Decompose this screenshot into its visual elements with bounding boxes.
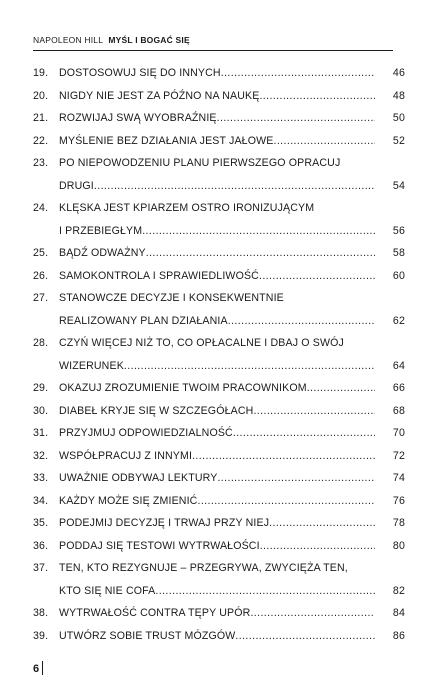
toc-entry-title: CZYŃ WIĘCEJ NIŻ TO, CO OPŁACALNE I DBAJ O SWÓJ [59, 337, 344, 349]
toc-entry-page: 74 [392, 472, 405, 484]
toc-dot-leader [155, 580, 375, 603]
toc-entry [33, 130, 405, 153]
running-header [33, 35, 393, 51]
toc-entry [33, 557, 405, 602]
toc-entry-line [33, 242, 405, 265]
toc-entry [33, 625, 405, 648]
toc-entry-page: 52 [392, 134, 405, 147]
toc-entry-page: 66 [392, 382, 405, 394]
toc-entry-page: 54 [392, 179, 405, 192]
toc-entry-line [33, 535, 405, 558]
toc-entry-title: MYŚLENIE BEZ DZIAŁANIA JEST JAŁOWE [59, 134, 274, 147]
toc-entry-page: 58 [392, 247, 405, 259]
table-of-contents [33, 62, 405, 647]
toc-entry-line [33, 310, 405, 333]
toc-entry-number: 28. [33, 337, 49, 349]
toc-entry-line [33, 400, 405, 423]
toc-dot-leader [124, 355, 375, 378]
toc-entry [33, 197, 405, 242]
toc-dot-leader [217, 467, 375, 490]
toc-entry-line [33, 602, 405, 625]
toc-entry-page: 50 [392, 112, 405, 124]
toc-dot-leader [250, 602, 375, 625]
toc-entry-title: STANOWCZE DECYZJE I KONSEKWENTNIE [59, 292, 284, 304]
toc-dot-leader [146, 242, 375, 265]
toc-entry-page: 64 [392, 359, 405, 372]
page-number: 6 [33, 663, 40, 675]
toc-entry [33, 332, 405, 377]
toc-entry [33, 422, 405, 445]
toc-entry-line [33, 490, 405, 513]
toc-entry-title: WIZERUNEK [59, 359, 124, 372]
toc-entry-title: OKAZUJ ZROZUMIENIE TWOIM PRACOWNIKOM [59, 382, 307, 394]
toc-entry-number: 23. [33, 157, 49, 169]
toc-entry-title: KLĘSKA JEST KPIARZEM OSTRO IRONIZUJĄCYM [59, 202, 315, 214]
toc-entry-title: PODDAJ SIĘ TESTOWI WYTRWAŁOŚCI [59, 539, 260, 552]
toc-entry-line [33, 557, 405, 580]
toc-entry-number: 30. [33, 404, 49, 417]
toc-dot-leader [192, 445, 375, 468]
toc-entry-title: WSPÓŁPRACUJ Z INNYMI [59, 449, 193, 462]
toc-dot-leader [235, 625, 375, 648]
page-number-rule [42, 661, 43, 675]
toc-entry-title: UTWÓRZ SOBIE TRUST MÓZGÓW [59, 629, 236, 642]
toc-entry-line [33, 107, 405, 130]
toc-entry-title: I PRZEBIEGŁYM [59, 224, 143, 237]
toc-entry-page: 82 [392, 584, 405, 597]
toc-entry-page: 86 [392, 629, 405, 642]
toc-entry-number: 29. [33, 382, 49, 394]
toc-entry-title: REALIZOWANY PLAN DZIAŁANIA [59, 314, 228, 327]
toc-dot-leader [94, 175, 375, 198]
toc-entry-title: SAMOKONTROLA I SPRAWIEDLIWOŚĆ [59, 269, 259, 282]
toc-entry-number: 39. [33, 629, 49, 642]
toc-entry-title: ROZWIJAJ SWĄ WYOBRAŹNIĘ [59, 112, 217, 124]
toc-entry-title: DRUGI [59, 179, 94, 192]
toc-entry-number: 33. [33, 472, 49, 484]
toc-entry-title: BĄDŹ ODWAŻNY [59, 247, 146, 259]
toc-entry-title: DOSTOSOWUJ SIĘ DO INNYCH [59, 67, 221, 79]
toc-dot-leader [253, 400, 375, 423]
toc-entry-line [33, 152, 405, 175]
toc-entry-page: 60 [392, 269, 405, 282]
toc-entry [33, 512, 405, 535]
toc-entry-number: 34. [33, 494, 49, 507]
toc-entry-line [33, 377, 405, 400]
toc-entry-title: DIABEŁ KRYJE SIĘ W SZCZEGÓŁACH [59, 404, 254, 417]
toc-dot-leader [221, 62, 375, 85]
toc-entry-title: PODEJMIJ DECYZJĘ I TRWAJ PRZY NIEJ [59, 517, 270, 529]
toc-entry-line [33, 355, 405, 378]
toc-dot-leader [259, 85, 375, 108]
toc-entry-line [33, 197, 405, 220]
toc-dot-leader [197, 490, 375, 513]
toc-entry [33, 287, 405, 332]
toc-dot-leader [228, 310, 375, 333]
toc-entry-number: 24. [33, 202, 49, 214]
toc-entry-line [33, 62, 405, 85]
toc-entry-title: UWAŻNIE ODBYWAJ LEKTURY [59, 472, 218, 484]
toc-entry-page: 70 [392, 427, 405, 439]
toc-entry-number: 26. [33, 269, 49, 282]
toc-entry-line [33, 85, 405, 108]
toc-dot-leader [217, 107, 375, 130]
toc-entry-title: WYTRWAŁOŚĆ CONTRA TĘPY UPÓR [59, 607, 251, 619]
toc-entry-number: 35. [33, 517, 49, 529]
toc-entry-line [33, 625, 405, 648]
toc-entry-page: 46 [392, 67, 405, 79]
toc-entry-number: 19. [33, 67, 49, 79]
toc-dot-leader [307, 377, 375, 400]
toc-dot-leader [233, 422, 375, 445]
toc-dot-leader [142, 220, 375, 243]
header-author: NAPOLEON HILL [33, 35, 103, 45]
toc-entry-line [33, 130, 405, 153]
toc-entry [33, 85, 405, 108]
toc-entry-page: 62 [392, 314, 405, 327]
toc-dot-leader [269, 512, 375, 535]
toc-entry-line [33, 512, 405, 535]
toc-entry-number: 25. [33, 247, 49, 259]
toc-entry-number: 21. [33, 112, 49, 124]
toc-entry-number: 20. [33, 89, 49, 102]
toc-entry [33, 400, 405, 423]
toc-entry-line [33, 287, 405, 310]
toc-dot-leader [273, 130, 375, 153]
toc-entry-line [33, 220, 405, 243]
toc-entry-number: 32. [33, 449, 49, 462]
toc-entry-line [33, 422, 405, 445]
toc-entry-page: 72 [392, 449, 405, 462]
toc-entry-number: 36. [33, 539, 49, 552]
toc-dot-leader [259, 265, 375, 288]
toc-entry-title: TEN, KTO REZYGNUJE – PRZEGRYWA, ZWYCIĘŻA TEN, [59, 562, 348, 574]
toc-entry-page: 68 [392, 404, 405, 417]
toc-entry-page: 84 [392, 607, 405, 619]
toc-entry [33, 152, 405, 197]
toc-entry-title: NIGDY NIE JEST ZA PÓŹNO NA NAUKĘ [59, 89, 260, 102]
toc-entry-title: KAŻDY MOŻE SIĘ ZMIENIĆ [59, 494, 198, 507]
toc-entry-line [33, 265, 405, 288]
toc-entry [33, 107, 405, 130]
toc-entry-line [33, 332, 405, 355]
toc-entry [33, 377, 405, 400]
toc-entry [33, 62, 405, 85]
toc-entry [33, 445, 405, 468]
toc-entry [33, 242, 405, 265]
toc-entry-number: 37. [33, 562, 49, 574]
toc-entry-page: 80 [392, 539, 405, 552]
toc-entry-title: KTO SIĘ NIE COFA [59, 584, 156, 597]
toc-entry-page: 48 [392, 89, 405, 102]
toc-entry-line [33, 445, 405, 468]
toc-entry-title: PRZYJMUJ ODPOWIEDZIALNOŚĆ [59, 427, 233, 439]
toc-entry [33, 265, 405, 288]
toc-entry-line [33, 580, 405, 603]
toc-entry-number: 31. [33, 427, 49, 439]
toc-entry-number: 27. [33, 292, 49, 304]
toc-entry-page: 76 [392, 494, 405, 507]
toc-entry [33, 602, 405, 625]
toc-entry [33, 467, 405, 490]
toc-entry-number: 38. [33, 607, 49, 619]
header-title: MYŚL I BOGAĆ SIĘ [108, 35, 190, 45]
toc-entry [33, 490, 405, 513]
toc-entry-line [33, 175, 405, 198]
toc-dot-leader [260, 535, 375, 558]
toc-entry-page: 78 [392, 517, 405, 529]
toc-entry-line [33, 467, 405, 490]
toc-entry [33, 535, 405, 558]
toc-entry-title: PO NIEPOWODZENIU PLANU PIERWSZEGO OPRACUJ [59, 157, 341, 169]
toc-entry-page: 56 [392, 224, 405, 237]
toc-entry-number: 22. [33, 134, 49, 147]
page-footer [33, 661, 43, 675]
